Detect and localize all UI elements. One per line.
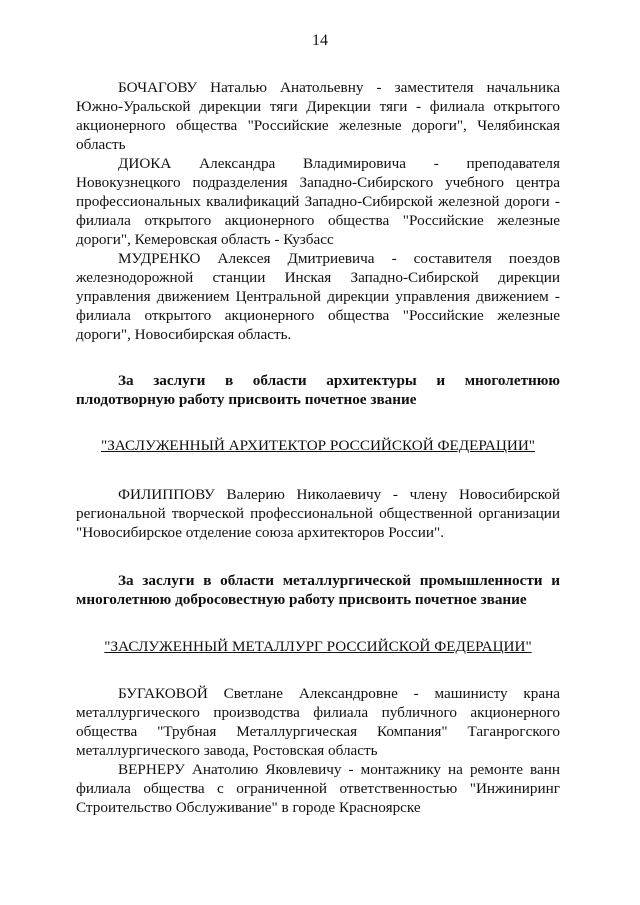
- spacer: [76, 344, 560, 371]
- spacer: [76, 409, 560, 436]
- spacer: [76, 609, 560, 637]
- award-entry-dioka: ДИОКА Александра Владимировича - преподавателя Новокузнецкого подразделения Западно-Сибирского учебного центра профессиональных квалификаций Западно-Сибирской железной дороги - филиала открытого акционерного общества "Российские железные дороги", Кемеровская область - Кузбасс: [76, 155, 560, 248]
- spacer: [76, 656, 560, 684]
- award-entry-filippov: ФИЛИППОВУ Валерию Николаевичу - члену Новосибирской региональной творческой профессиональной общественной организации "Новосибирское отделение союза архитекторов России".: [76, 486, 560, 541]
- spacer: [76, 542, 560, 571]
- architecture-intro: За заслуги в области архитектуры и многолетнюю плодотворную работу присвоить почетное звание: [76, 372, 560, 408]
- metallurgy-title: "ЗАСЛУЖЕННЫЙ МЕТАЛЛУРГ РОССИЙСКОЙ ФЕДЕРАЦИИ": [104, 638, 532, 655]
- award-entry-bugakova: БУГАКОВОЙ Светлане Александровне - машинисту крана металлургического производства филиала публичного акционерного общества "Трубная Металлургическая Компания" Таганрогского металлургического завода, Ростовская область: [76, 685, 560, 759]
- document-body: [76, 78, 560, 817]
- award-entry-bochagova: БОЧАГОВУ Наталью Анатольевну - заместителя начальника Южно-Уральской дирекции тяги Дирекции тяги - филиала открытого акционерного общества "Российские железные дороги", Челябинская область: [76, 79, 560, 153]
- architecture-title: "ЗАСЛУЖЕННЫЙ АРХИТЕКТОР РОССИЙСКОЙ ФЕДЕРАЦИИ": [101, 437, 535, 454]
- award-entry-mudrenko: МУДРЕНКО Алексея Дмитриевича - составителя поездов железнодорожной станции Инская Западно-Сибирской дирекции управления движением Центральной дирекции управления движением - филиала открытого акционерного общества "Российские железные дороги", Новосибирская область.: [76, 250, 560, 343]
- page-number: 14: [312, 32, 328, 49]
- metallurgy-intro: За заслуги в области металлургической промышленности и многолетнюю добросовестную работу присвоить почетное звание: [76, 572, 560, 608]
- award-entry-verner: ВЕРНЕРУ Анатолию Яковлевичу - монтажнику на ремонте ванн филиала общества с ограниченной ответственностью "Инжиниринг Строительство Обслуживание" в городе Красноярске: [76, 761, 560, 816]
- spacer: [76, 455, 560, 485]
